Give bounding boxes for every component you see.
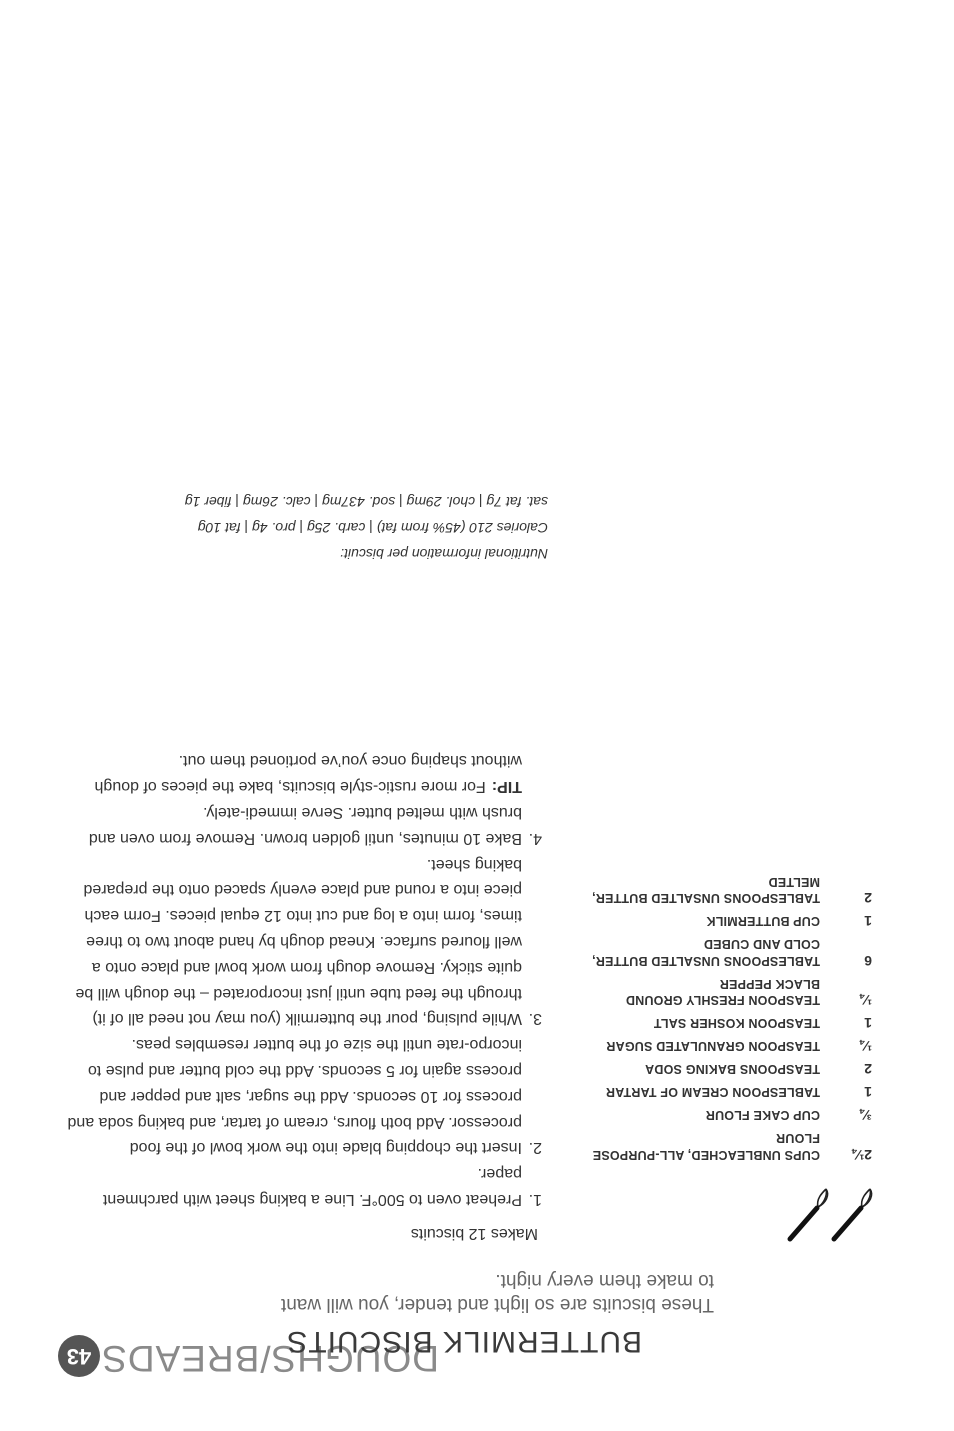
step-number: 2.	[528, 1139, 542, 1157]
step-item	[60, 851, 542, 1032]
ingredient-quantity: 1	[864, 913, 872, 930]
ingredient-item	[582, 976, 872, 1009]
step-text: Insert the chopping blade into the work bowl of the food processor. Add both flours, cream of tartar, and baking soda and process for 10 seconds. Add the sugar, salt and pepper and process again for 5 seconds. Add the cold butter and pulse to incorpo-rate until the size of the butter resembles peas.	[67, 1036, 522, 1157]
ingredient-item	[582, 1015, 872, 1032]
recipe-tip	[60, 748, 522, 800]
ingredient-name: TEASPOON KOSHER SALT	[653, 1016, 820, 1031]
ingredient-item	[582, 1107, 872, 1124]
step-text: Preheat oven to 500°F. Line a baking sheet with parchment paper.	[102, 1165, 522, 1208]
ingredient-quantity: 1	[864, 1015, 872, 1032]
ingredient-name: TEASPOONS BAKING SODA	[644, 1062, 820, 1077]
ingredient-item	[582, 1038, 872, 1055]
ingredient-item	[582, 936, 872, 969]
ingredient-name: TEASPOON GRANULATED SUGAR	[606, 1039, 820, 1054]
ingredient-item	[582, 874, 872, 907]
ingredient-name: TABLESPOON CREAM OF TARTAR	[605, 1085, 820, 1100]
ingredient-name: TABLESPOONS UNSALTED BUTTER, MELTED	[591, 875, 820, 906]
step-number: 1.	[528, 1191, 542, 1208]
step-text: Bake 10 minutes, until golden brown. Remove from oven and brush with melted butter. Serve immedi-ately.	[88, 804, 522, 847]
section-title: DOUGHS/BREADS	[101, 1338, 439, 1379]
step-item	[60, 799, 542, 851]
nutrition-line: Calories 210 (45% from fat) | carb. 25g | pro. 4g | fat 10g	[197, 520, 548, 536]
nutrition-heading: Nutritional information per biscuit:	[340, 546, 548, 562]
ingredient-name: TEASPOON FRESHLY GROUND BLACK PEPPER	[625, 977, 820, 1008]
step-number: 4.	[528, 829, 542, 847]
ingredient-quantity: ¼	[860, 1038, 872, 1055]
ingredient-item	[582, 913, 872, 930]
whisk-icon	[776, 1183, 876, 1245]
step-text: While pulsing, pour the buttermilk (you may not need all of it) through the feed tube until just incorporated – the dough will be quite sticky. Remove dough from work bowl and place onto a well floured surface. Knead dough by hand about two to three times, form into a log and cut into 12 equal pieces. Form each piece into a round and place evenly spaced onto the prepared baking sheet.	[75, 855, 522, 1028]
tip-text: For more rustic-style biscuits, bake the pieces of dough without shaping once you’ve portioned them out.	[94, 752, 522, 796]
ingredient-quantity: 2	[864, 890, 872, 907]
page-number-badge: 43	[58, 1335, 100, 1377]
recipe-steps	[60, 748, 542, 1212]
ingredient-list	[582, 867, 872, 1163]
step-number: 3.	[528, 1010, 542, 1028]
ingredient-quantity: ¼	[860, 992, 872, 1009]
ingredient-item	[582, 1061, 872, 1078]
ingredient-name: CUP CAKE FLOUR	[705, 1108, 820, 1123]
tip-label: TIP:	[491, 778, 522, 796]
ingredient-quantity: 2¼	[852, 1147, 872, 1163]
recipe-subtitle: These biscuits are so light and tender, you will want to make them every night.	[280, 1270, 714, 1315]
ingredient-name: CUPS UNBLEACHED, ALL-PURPOSE FLOUR	[592, 1131, 820, 1162]
step-item	[60, 1160, 542, 1212]
ingredient-item	[582, 1084, 872, 1101]
nutrition-info	[88, 489, 548, 567]
recipe-yield: Makes 12 biscuits	[410, 1225, 538, 1242]
ingredient-name: TABLESPOONS UNSALTED BUTTER, COLD AND CUBED	[591, 937, 820, 968]
ingredient-quantity: 2	[864, 1061, 872, 1078]
step-item	[60, 1031, 542, 1160]
ingredient-name: CUP BUTTERMILK	[706, 914, 820, 929]
ingredient-quantity: 6	[864, 953, 872, 969]
ingredient-quantity: ¾	[860, 1107, 872, 1124]
nutrition-line: sat. fat 7g | chol. 29mg | sod. 437mg | calc. 26mg | fiber 1g	[184, 494, 548, 510]
recipe-title: BUTTERMILK BISCUITS	[286, 1325, 642, 1358]
ingredient-item	[582, 1130, 872, 1163]
ingredient-quantity: 1	[864, 1084, 872, 1101]
